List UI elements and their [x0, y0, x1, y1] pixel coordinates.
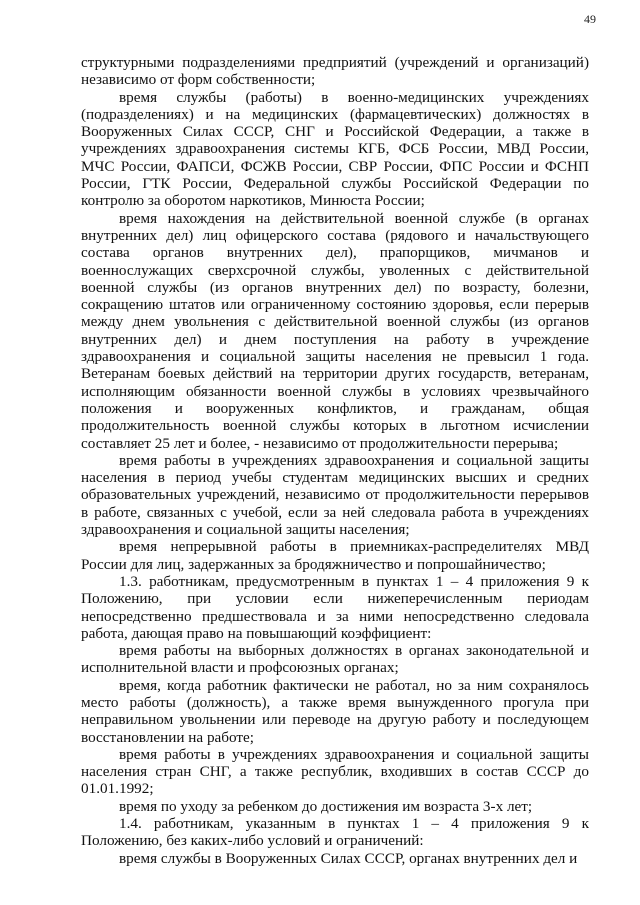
paragraph-8: время, когда работник фактически не работал, но за ним сохранялось место работы (должность), а также время вынужденного прогула при неправильном увольнении или переводе на другую работу и последующем восстановлении на работе;: [81, 676, 589, 746]
paragraph-3: время нахождения на действительной военной службе (в органах внутренних дел) лиц офицерского состава (рядового и начальствующего состава органов внутренних дел), прапорщиков, мичманов и военнослужащих сверхсрочной службы, уволенных с действительной военной службы (из органов внутренних дел) по возрасту, болезни, сокращению штатов или ограниченному состоянию здоровья, если перерыв между днем увольнения с действительной военной службы (из органов внутренних дел) и днем поступления на работу в учреждение здравоохранения и социальной защиты населения не превысил 1 года. Ветеранам боевых действий на территории других государств, ветеранам, исполняющим обязанности военной службы в условиях чрезвычайного положения и вооруженных конфликтов, и гражданам, общая продолжительность военной службы которых в льготном исчислении составляет 25 лет и более, - независимо от продолжительности перерыва;: [81, 209, 589, 452]
document-body: [81, 54, 589, 867]
paragraph-4: время работы в учреждениях здравоохранения и социальной защиты населения в период учебы студентам медицинских высших и средних образовательных учреждений, независимо от продолжительности перерывов в работе, связанных с учебой, если за ней следовала работа в учреждениях здравоохранения и социальной защиты населения;: [81, 451, 589, 539]
paragraph-2: время службы (работы) в военно-медицинских учреждениях (подразделениях) и на медицинских (фармацевтических) должностях в Вооруженных Силах СССР, СНГ и Российской Федерации, а также в учреждениях здравоохранения системы КГБ, ФСБ России, МВД России, МЧС России, ФАПСИ, ФСЖВ России, СВР России, ФПС России и ФСНП России, ГТК России, Федеральной службы Российской Федерации по контролю за оборотом наркотиков, Минюста России;: [81, 88, 589, 210]
paragraph-12: время службы в Вооруженных Силах СССР, органах внутренних дел и: [119, 849, 578, 867]
page-number: 49: [584, 12, 596, 26]
paragraph-6: 1.3. работникам, предусмотренным в пунктах 1 – 4 приложения 9 к Положению, при условии если нижеперечисленным периодам непосредственно предшествовала и за ними непосредственно следовала работа, дающая право на повышающий коэффициент:: [81, 572, 589, 642]
paragraph-9: время работы в учреждениях здравоохранения и социальной защиты населения стран СНГ, а также республик, входивших в состав СССР до 01.01.1992;: [81, 745, 589, 798]
paragraph-10: время по уходу за ребенком до достижения им возраста 3-х лет;: [119, 797, 533, 815]
paragraph-1: структурными подразделениями предприятий (учреждений и организаций) независимо от форм собственности;: [81, 54, 589, 89]
paragraph-5: время непрерывной работы в приемниках-распределителях МВД России для лиц, задержанных за бродяжничество и попрошайничество;: [81, 538, 589, 573]
paragraph-7: время работы на выборных должностях в органах законодательной и исполнительной власти и профсоюзных органах;: [81, 642, 589, 677]
paragraph-11: 1.4. работникам, указанным в пунктах 1 – 4 приложения 9 к Положению, без каких-либо условий и ограничений:: [81, 815, 589, 850]
